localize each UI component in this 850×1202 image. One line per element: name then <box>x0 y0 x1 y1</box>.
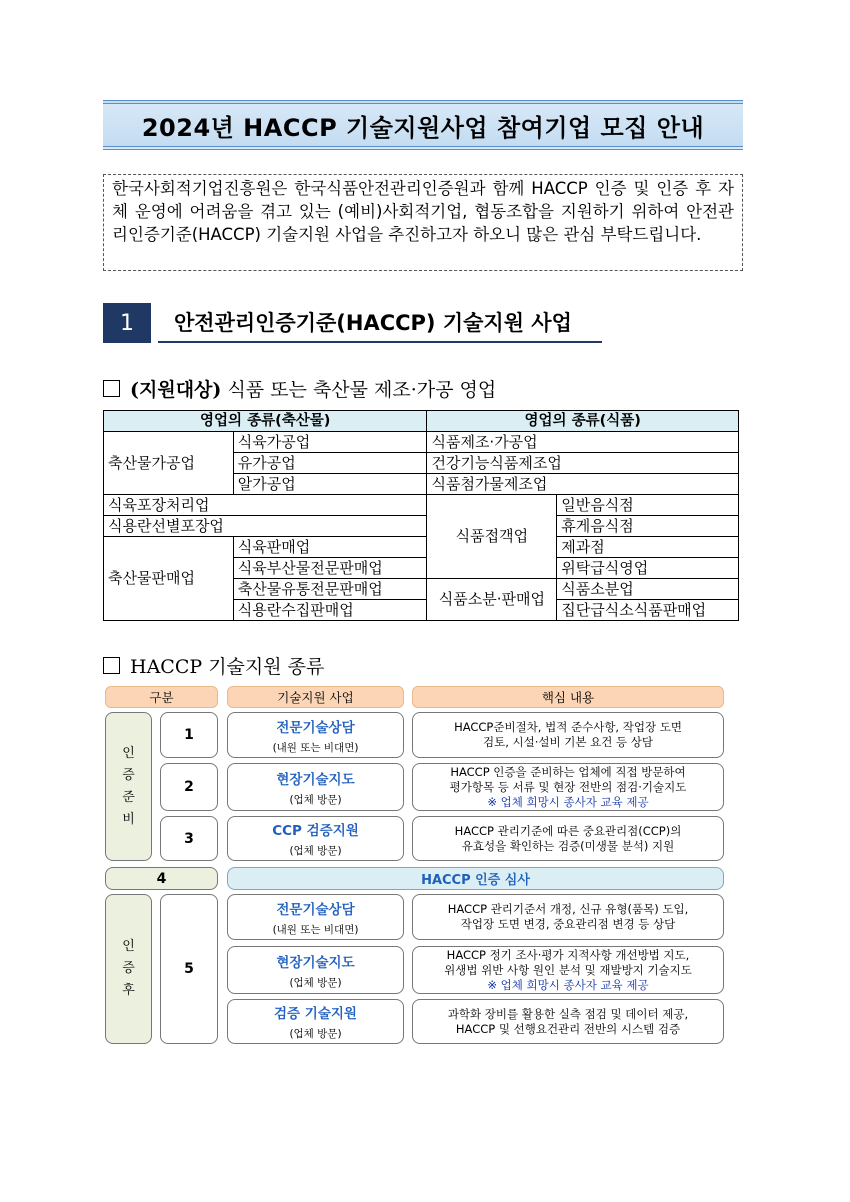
core-content-note: ※ 업체 희망시 종사자 교육 제공 <box>487 977 649 992</box>
section-title-text: 안전관리인증기준(HACCP) 기술지원 사업 <box>174 311 572 335</box>
page-title: 2024년 HACCP 기술지원사업 참여기업 모집 안내 <box>141 113 705 142</box>
table-row <box>104 495 739 516</box>
core-content-line: HACCP 인증을 준비하는 업체에 직접 방문하여 <box>450 764 686 779</box>
table-row <box>104 516 739 537</box>
core-content-line: 작업장 도면 변경, 중요관리점 변경 등 상담 <box>460 917 676 931</box>
header-livestock: 영업의 종류(축산물) <box>104 411 427 432</box>
pre-certification-label: 인 증 준 비 <box>105 712 152 861</box>
support-types-heading-text: HACCP 기술지원 종류 <box>130 656 325 678</box>
core-content-box <box>412 816 724 861</box>
diagram-header-category: 구분 <box>105 686 218 708</box>
core-content-line: 유효성을 확인하는 검증(미생물 분석) 지원 <box>461 838 675 853</box>
support-target-text: 식품 또는 축산물 제조·가공 영업 <box>221 379 497 401</box>
table-cell: 식육판매업 <box>233 537 427 558</box>
food-subdivision: 식품소분·판매업 <box>427 579 557 621</box>
core-content-box <box>412 763 724 811</box>
support-program-method: (내원 또는 비대면) <box>272 741 359 754</box>
support-program-box <box>227 763 404 811</box>
table-cell: 식육부산물전문판매업 <box>233 558 427 579</box>
checkbox-square-icon <box>103 380 120 397</box>
table-cell: 일반음식점 <box>557 495 739 516</box>
support-program-box <box>227 816 404 861</box>
table-header-row <box>104 411 739 432</box>
support-program-method: (업체 방문) <box>289 976 342 989</box>
core-content-box <box>412 712 724 758</box>
section-number: 1 <box>103 303 151 343</box>
core-content-line: HACCP 관리기준에 따른 중요관리점(CCP)의 <box>454 823 682 838</box>
core-content-note: ※ 업체 희망시 종사자 교육 제공 <box>487 794 649 809</box>
livestock-processing: 축산물가공업 <box>104 432 234 495</box>
table-cell: 식육가공업 <box>233 432 427 453</box>
support-program-method: (내원 또는 비대면) <box>272 923 359 936</box>
business-types-table <box>103 410 739 621</box>
core-content-line: 평가항목 등 서류 및 현장 전반의 점검·기술지도 <box>449 779 687 794</box>
diagram-header-core: 핵심 내용 <box>412 686 724 708</box>
step-number-1: 1 <box>160 712 218 758</box>
core-content-line: HACCP준비절차, 법적 준수사항, 작업장 도면 <box>454 720 682 734</box>
section-title <box>158 303 602 343</box>
intro-text: 한국사회적기업진흥원은 한국식품안전관리인증원과 함께 HACCP 인증 및 인증 후 자체 운영에 어려움을 겪고 있는 (예비)사회적기업, 협동조합을 지원하기 위하여 안전관리인증기준(HACCP) 기술지원 사업을 추진하고자 하오니 많은 관심 부탁드립니다. <box>112 179 734 244</box>
table-cell: 제과점 <box>557 537 739 558</box>
table-cell: 식용란선별포장업 <box>104 516 427 537</box>
table-cell: 건강기능식품제조업 <box>427 453 739 474</box>
intro-box <box>103 174 743 271</box>
diagram-header-program: 기술지원 사업 <box>227 686 404 708</box>
certification-audit: HACCP 인증 심사 <box>227 867 724 890</box>
livestock-sales: 축산물판매업 <box>104 537 234 621</box>
support-program-name: 현장기술지도 <box>276 954 355 971</box>
step-number-4: 4 <box>105 867 218 890</box>
core-content-box <box>412 999 724 1044</box>
table-cell: 위탁급식영업 <box>557 558 739 579</box>
core-content-line: HACCP 정기 조사·평가 지적사항 개선방법 지도, <box>446 947 690 962</box>
support-program-method: (업체 방문) <box>289 1028 342 1040</box>
step-number-3: 3 <box>160 816 218 861</box>
table-cell: 축산물유통전문판매업 <box>233 579 427 600</box>
support-program-name: 전문기술상담 <box>276 719 355 736</box>
table-cell: 식용란수집판매업 <box>233 600 427 621</box>
core-content-line: 검토, 시설·설비 기본 요건 등 상담 <box>482 735 653 749</box>
step-number-5: 5 <box>160 894 218 1044</box>
header-food: 영업의 종류(식품) <box>427 411 739 432</box>
table-cell: 휴게음식점 <box>557 516 739 537</box>
table-cell: 식품소분업 <box>557 579 739 600</box>
table-cell: 유가공업 <box>233 453 427 474</box>
support-program-method: (업체 방문) <box>289 845 342 857</box>
support-program-box <box>227 712 404 758</box>
step-number-2: 2 <box>160 763 218 811</box>
table-row <box>104 537 739 558</box>
table-cell: 알가공업 <box>233 474 427 495</box>
support-program-name: CCP 검증지원 <box>272 823 359 839</box>
core-content-line: 위생법 위반 사항 원인 분석 및 재발방지 기술지도 <box>444 962 692 977</box>
table-cell: 식육포장처리업 <box>104 495 427 516</box>
support-target-label: (지원대상) <box>130 379 222 401</box>
checkbox-square-icon <box>103 657 120 674</box>
table-row <box>104 432 739 453</box>
support-program-name: 전문기술상담 <box>276 901 355 918</box>
table-cell: 식품제조·가공업 <box>427 432 739 453</box>
support-target <box>103 375 496 402</box>
core-content-box <box>412 946 724 994</box>
core-content-line: 과학화 장비를 활용한 실측 점검 및 데이터 제공, <box>447 1006 689 1021</box>
food-service: 식품접객업 <box>427 495 557 579</box>
support-program-box <box>227 999 404 1044</box>
core-content-line: HACCP 및 선행요건관리 전반의 시스템 검증 <box>455 1021 681 1036</box>
core-content-box <box>412 894 724 940</box>
support-program-method: (업체 방문) <box>289 793 342 806</box>
table-cell: 식품첨가물제조업 <box>427 474 739 495</box>
support-program-name: 현장기술지도 <box>276 771 355 788</box>
support-types-heading <box>103 652 324 679</box>
support-program-name: 검증 기술지원 <box>274 1006 357 1022</box>
support-program-box <box>227 894 404 940</box>
post-certification-label: 인 증 후 <box>105 894 152 1044</box>
table-cell: 집단급식소식품판매업 <box>557 600 739 621</box>
core-content-line: HACCP 관리기준서 개정, 신규 유형(품목) 도입, <box>447 902 689 916</box>
support-program-box <box>227 946 404 994</box>
title-banner <box>103 100 743 150</box>
